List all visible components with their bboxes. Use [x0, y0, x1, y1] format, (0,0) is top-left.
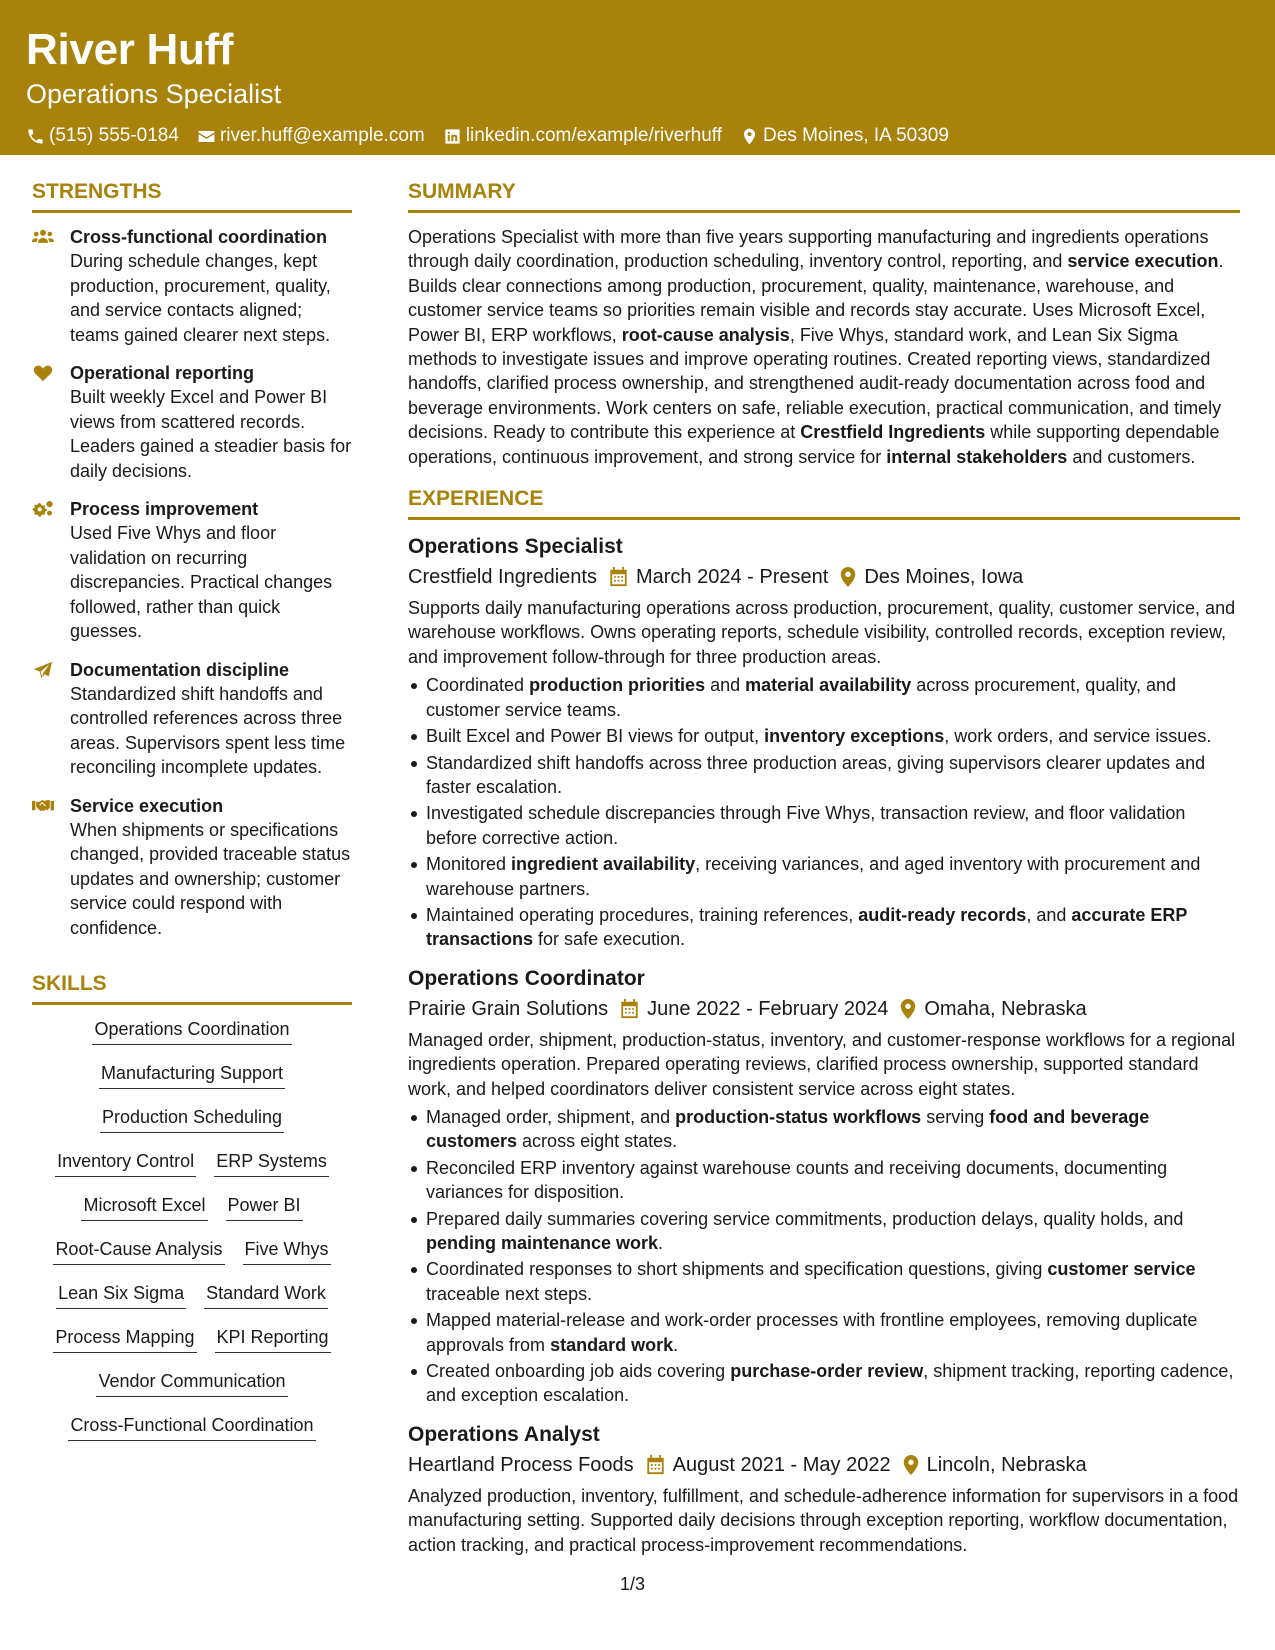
job-bullets	[408, 1105, 1240, 1408]
bullet-item	[408, 903, 1240, 952]
page-number: 1/3	[620, 1574, 646, 1594]
calendar-icon	[609, 567, 628, 587]
handshake-icon	[32, 797, 54, 815]
map-pin-icon	[903, 1455, 919, 1475]
skill-row	[32, 1369, 352, 1397]
strength-item	[32, 497, 352, 644]
skill-row	[32, 1325, 352, 1353]
contact-email[interactable]	[197, 124, 425, 148]
summary-paragraph	[408, 225, 1240, 469]
job-location: Omaha, Nebraska	[924, 997, 1087, 1020]
linkedin-icon	[443, 127, 462, 146]
text-run: . Builds clear connections among production, procurement, quality, maintenance, warehouse, and customer service teams so priorities remain visible and records stay accurate. Uses Microsoft Excel, Power BI, ERP workflows,	[408, 251, 1224, 345]
text-run: , receiving variances, and aged inventory with procurement and warehouse partners.	[426, 854, 1201, 899]
skill-row	[32, 1061, 352, 1089]
skill-tag: Root-Cause Analysis	[53, 1237, 224, 1265]
job-description: Supports daily manufacturing operations across production, procurement, quality, customer service, and warehouse workflows. Owns operating reports, schedule visibility, controlled records, exception review, and improvement follow-through for three production areas.	[408, 598, 1236, 667]
skill-tag: KPI Reporting	[215, 1325, 331, 1353]
skill-tag: Standard Work	[204, 1281, 328, 1309]
text-run: , shipment tracking, reporting cadence, and exception escalation.	[426, 1361, 1234, 1406]
bullet-item	[408, 1156, 1240, 1205]
text-run: Maintained operating procedures, training references,	[426, 904, 859, 925]
skill-tag: Microsoft Excel	[81, 1193, 207, 1221]
contact-phone[interactable]	[26, 124, 179, 148]
location-text: Des Moines, IA 50309	[763, 125, 949, 146]
text-run: across procurement, quality, and customer service teams.	[426, 675, 1177, 720]
job-title: Operations Coordinator	[408, 966, 645, 990]
skills-section	[32, 970, 352, 1441]
skill-tag: Vendor Communication	[96, 1369, 287, 1397]
candidate-name: River Huff	[26, 25, 234, 74]
skill-tag: ERP Systems	[214, 1149, 329, 1177]
strength-title: Operational reporting	[70, 363, 255, 383]
strengths-heading: STRENGTHS	[32, 178, 352, 213]
text-run: Prepared daily summaries covering service commitments, production delays, quality holds, and	[426, 1208, 1184, 1229]
phone-text: (515) 555-0184	[49, 125, 179, 146]
strength-item	[32, 225, 352, 347]
company-name: Prairie Grain Solutions	[408, 997, 609, 1020]
bullet-item	[408, 801, 1240, 850]
text-run: traceable next steps.	[426, 1283, 593, 1304]
text-run: , and	[1026, 904, 1072, 925]
bullet-item	[408, 1308, 1240, 1357]
strength-item	[32, 361, 352, 483]
map-pin-icon	[740, 127, 759, 146]
text-run: Coordinated	[426, 675, 530, 696]
job-location: Lincoln, Nebraska	[926, 1453, 1087, 1476]
map-pin-icon	[900, 999, 916, 1019]
skill-tag: Operations Coordination	[92, 1017, 291, 1045]
skill-row	[32, 1017, 352, 1045]
text-run: .	[658, 1233, 664, 1253]
text-run: , work orders, and service issues.	[944, 726, 1212, 747]
skill-row	[32, 1193, 352, 1221]
skill-tag: Production Scheduling	[100, 1105, 284, 1133]
heart-icon	[32, 364, 54, 382]
skills-heading: SKILLS	[32, 970, 352, 1005]
text-run: Mapped material-release and work-order processes with frontline employees, removing duplicate approvals from	[426, 1310, 1198, 1355]
bullet-item	[408, 673, 1240, 722]
skill-row	[32, 1281, 352, 1309]
job-location: Des Moines, Iowa	[864, 566, 1024, 589]
text-run: and customers.	[1067, 446, 1196, 467]
bullet-item	[408, 1257, 1240, 1306]
bold-text: service execution	[1067, 251, 1219, 272]
calendar-icon	[646, 1455, 665, 1475]
bold-text: accurate ERP transactions	[426, 904, 1188, 950]
experience-list	[408, 532, 1240, 1557]
job-title: Operations Specialist	[408, 535, 623, 559]
bold-text: standard work	[550, 1334, 674, 1355]
strength-desc: When shipments or specifications changed, provided traceable status updates and ownership; customer service could respond with confidence.	[70, 819, 351, 938]
strength-title: Service execution	[70, 795, 224, 816]
text-run: Operations Specialist with more than five years supporting manufacturing and ingredients operations through daily coordination, production scheduling, inventory control, reporting, and	[408, 227, 1209, 272]
company-name: Heartland Process Foods	[408, 1453, 634, 1476]
bullet-item	[408, 1359, 1240, 1408]
bold-text: ingredient availability	[511, 854, 696, 875]
right-column	[408, 178, 1240, 1569]
bold-text: root-cause analysis	[621, 324, 790, 345]
phone-icon	[26, 127, 45, 146]
text-run: , Five Whys, standard work, and Lean Six Sigma methods to investigate issues and improve operating routines. Created reporting views, standardized handoffs, clarified process ownership, and strengthened audit-ready documentation across food and beverage environments. Work centers on safe, reliable execution, practical communication, and timely decisions. Ready to contribute this experience at	[408, 324, 1222, 443]
bullet-item	[408, 1105, 1240, 1154]
company-name: Crestfield Ingredients	[408, 566, 597, 589]
job-meta	[408, 994, 1240, 1024]
resume-header	[0, 0, 1275, 155]
skills-list	[32, 1017, 352, 1441]
skill-row	[32, 1149, 352, 1177]
paper-plane-icon	[32, 661, 54, 679]
job-dates: August 2021 - May 2022	[672, 1453, 891, 1476]
linkedin-text: linkedin.com/example/riverhuff	[465, 125, 723, 146]
strength-title: Documentation discipline	[70, 659, 290, 680]
skill-tag: Manufacturing Support	[99, 1061, 285, 1089]
skill-tag: Lean Six Sigma	[56, 1281, 186, 1309]
skill-tag: Inventory Control	[55, 1149, 196, 1177]
calendar-icon	[620, 999, 639, 1019]
strength-item	[32, 658, 352, 780]
text-run: Monitored	[426, 854, 512, 875]
strength-desc: During schedule changes, kept production, procurement, quality, and service contacts aligned; teams gained clearer next steps.	[70, 251, 331, 345]
strength-item	[32, 794, 352, 941]
bold-text: production priorities	[529, 675, 706, 696]
bold-text: material availability	[745, 675, 912, 696]
text-run: Standardized shift handoffs across three production areas, giving supervisors clearer updates and faster escalation.	[426, 752, 1206, 797]
job-description: Analyzed production, inventory, fulfillment, and schedule-adherence information for supervisors in a food manufacturing setting. Supported daily decisions through exception reporting, workflow documentation, action tracking, and practical process-improvement recommendations.	[408, 1485, 1239, 1555]
bold-text: customer service	[1047, 1259, 1196, 1280]
job-dates: March 2024 - Present	[635, 566, 829, 589]
skill-row	[32, 1237, 352, 1265]
job-bullets	[408, 673, 1240, 951]
bold-text: internal stakeholders	[886, 446, 1068, 467]
skill-row	[32, 1413, 352, 1441]
bold-text: purchase-order review	[730, 1361, 924, 1382]
job-entry	[408, 964, 1240, 1408]
bullet-item	[408, 852, 1240, 901]
candidate-title: Operations Specialist	[26, 79, 282, 109]
skill-tag: Power BI	[226, 1193, 303, 1221]
text-run: Created onboarding job aids covering	[426, 1361, 731, 1382]
users-icon	[32, 228, 54, 246]
contact-linkedin[interactable]	[443, 124, 722, 148]
strength-title: Cross-functional coordination	[70, 227, 328, 247]
text-run: Built Excel and Power BI views for output,	[426, 726, 765, 747]
contact-bar	[26, 124, 1249, 148]
bold-text: food and beverage customers	[426, 1106, 1150, 1152]
text-run: Reconciled ERP inventory against warehouse counts and receiving documents, documenting variances for disposition.	[426, 1157, 1168, 1203]
skill-tag: Five Whys	[243, 1237, 331, 1265]
strength-desc: Built weekly Excel and Power BI views from scattered records. Leaders gained a steadier basis for daily decisions.	[70, 387, 352, 481]
text-run: across eight states.	[517, 1131, 678, 1152]
bold-text: pending maintenance work	[426, 1233, 659, 1253]
job-meta	[408, 562, 1240, 592]
text-run: .	[673, 1334, 679, 1355]
text-run: for safe execution.	[533, 929, 686, 950]
experience-heading: EXPERIENCE	[408, 485, 1240, 520]
text-run: and	[705, 675, 746, 696]
summary-heading: SUMMARY	[408, 178, 1240, 213]
skill-tag: Cross-Functional Coordination	[68, 1413, 315, 1441]
bold-text: Crestfield Ingredients	[800, 422, 986, 443]
text-run: Investigated schedule discrepancies through Five Whys, transaction review, and floor validation before corrective action.	[426, 803, 1186, 848]
email-text: river.huff@example.com	[219, 125, 425, 146]
skill-tag: Process Mapping	[53, 1325, 196, 1353]
text-run: while supporting dependable operations, continuous improvement, and strong service for	[408, 422, 1220, 467]
strength-desc: Used Five Whys and floor validation on recurring discrepancies. Practical changes followed, rather than quick guesses.	[70, 523, 333, 641]
envelope-icon	[197, 127, 216, 146]
job-title: Operations Analyst	[408, 1422, 600, 1446]
contact-location	[740, 124, 949, 148]
bullet-item	[408, 724, 1240, 748]
text-run: serving	[921, 1106, 990, 1127]
job-dates: June 2022 - February 2024	[647, 997, 889, 1020]
job-entry	[408, 1420, 1240, 1557]
text-run: Coordinated responses to short shipments and specification questions, giving	[426, 1259, 1048, 1280]
left-column	[32, 178, 352, 1457]
job-meta	[408, 1450, 1240, 1480]
skill-row	[32, 1105, 352, 1133]
text-run: Managed order, shipment, and	[426, 1106, 676, 1127]
bold-text: production-status workflows	[675, 1106, 922, 1127]
bullet-item	[408, 1207, 1240, 1256]
bullet-item	[408, 751, 1240, 800]
job-description: Managed order, shipment, production-status, inventory, and customer-response workflows for a regional ingredients operation. Prepared operating reviews, clarified process ownership, supported standard work, and helped coordinators deliver consistent service across eight states.	[408, 1029, 1236, 1099]
strength-title: Process improvement	[70, 499, 259, 519]
strength-desc: Standardized shift handoffs and controlled references across three areas. Supervisors spent less time reconciling incomplete updates.	[70, 683, 346, 777]
gears-icon	[32, 500, 54, 518]
map-pin-icon	[840, 567, 856, 587]
bold-text: audit-ready records	[858, 904, 1027, 925]
job-entry	[408, 532, 1240, 952]
bold-text: inventory exceptions	[764, 726, 945, 747]
